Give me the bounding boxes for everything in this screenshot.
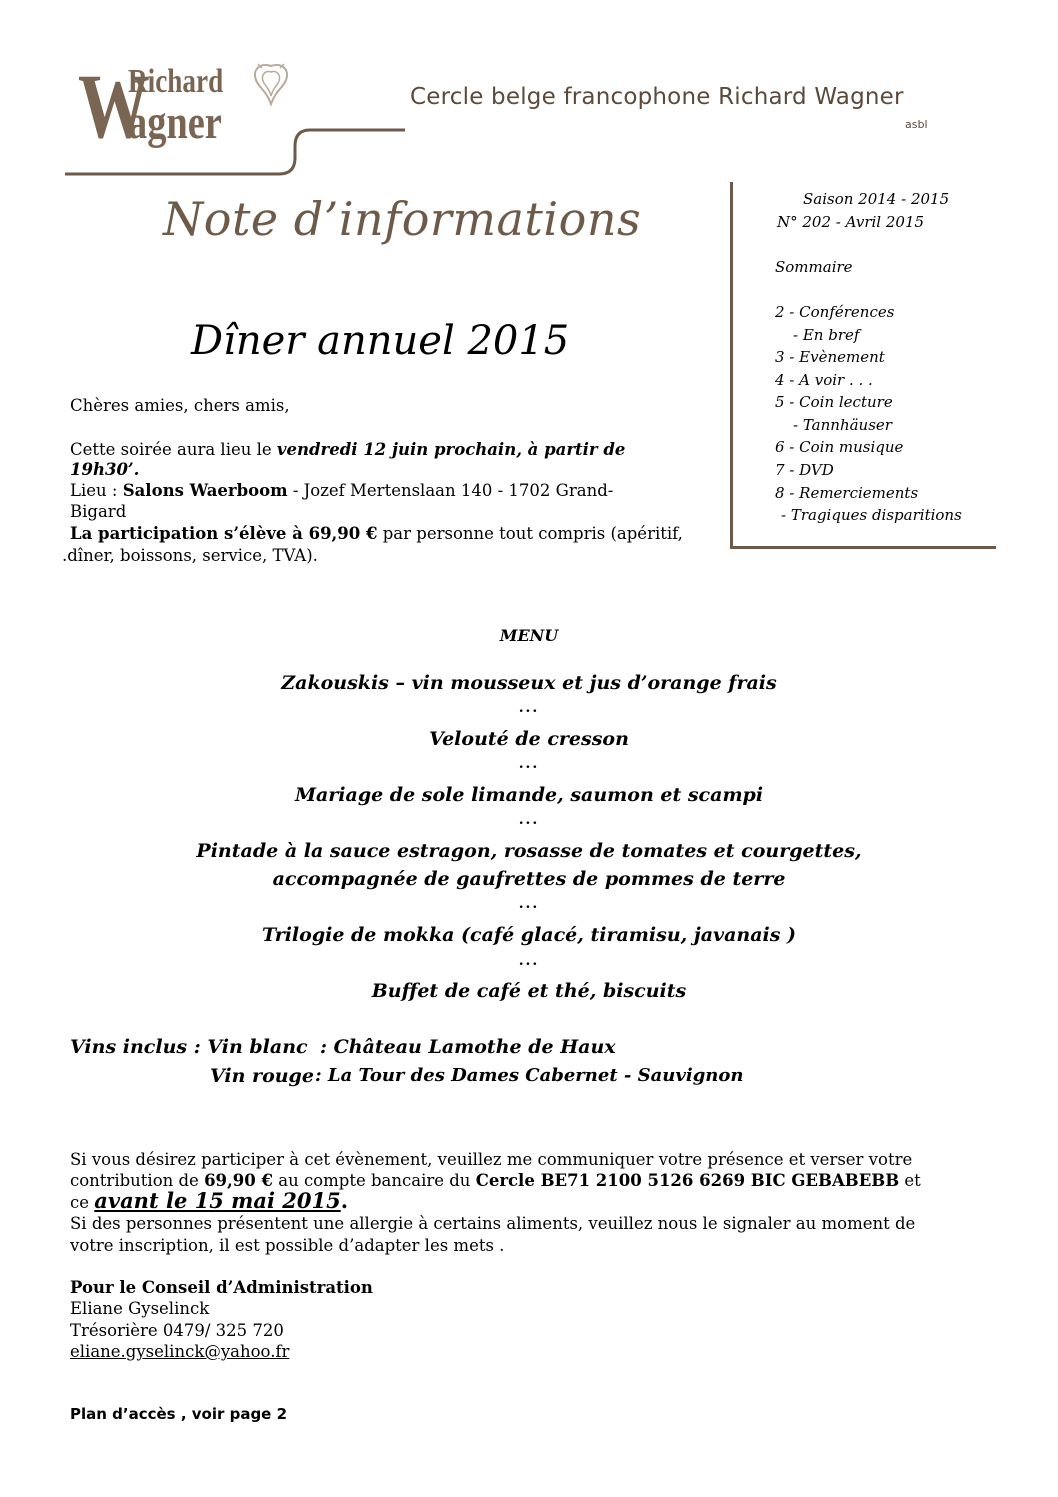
menu-separator: ... — [518, 756, 540, 772]
signature-org: Pour le Conseil d’Administration — [70, 1278, 373, 1297]
event-title: Dîner annuel 2015 — [191, 318, 570, 364]
contribution-amount: 69,90 € — [204, 1171, 273, 1190]
signature-phone: Trésorière 0479/ 325 720 — [70, 1321, 284, 1340]
summary-item: 3 - Evènement — [775, 348, 885, 366]
summary-item: 6 - Coin musique — [775, 438, 904, 456]
menu-item: accompagnée de gaufrettes de pommes de terre — [272, 868, 786, 890]
contribution-prefix: contribution de — [70, 1171, 205, 1190]
venue-city: Bigard — [70, 502, 127, 521]
menu-item: Velouté de cresson — [429, 728, 629, 750]
menu-title: MENU — [499, 626, 559, 645]
wine-white: : Château Lamothe de Haux — [320, 1036, 616, 1058]
summary-item: 4 - A voir . . . — [775, 371, 873, 389]
season: Saison 2014 - 2015 — [803, 190, 950, 208]
event-time: 19h30’. — [70, 460, 140, 479]
menu-separator: ... — [518, 812, 540, 828]
price-details: par personne tout compris (apéritif, — [377, 524, 683, 543]
summary-box — [730, 182, 996, 549]
summary-item: - En bref — [793, 326, 860, 344]
price: La participation s’élève à 69,90 € — [70, 524, 378, 543]
menu-item: Zakouskis – vin mousseux et jus d’orange frais — [281, 672, 777, 694]
issue-number: N° 202 - Avril 2015 — [777, 213, 925, 231]
menu-separator: ... — [518, 700, 540, 716]
header-rule — [65, 118, 405, 178]
event-date-prefix: Cette soirée aura lieu le — [70, 440, 277, 459]
venue-name: Salons Waerboom — [122, 481, 288, 500]
org-asbl: asbl — [905, 118, 928, 131]
price-details-end: dîner, boissons, service, TVA). — [67, 546, 318, 565]
allergy-line-cont: votre inscription, il est possible d’adapter les mets . — [70, 1236, 505, 1255]
logo-agner: agner — [128, 96, 222, 149]
summary-item: - Tragiques disparitions — [781, 506, 962, 524]
deadline-prefix: ce — [70, 1193, 95, 1212]
bank-account: Cercle BE71 2100 5126 6269 BIC GEBABEBB — [475, 1171, 900, 1190]
signup-line: Si vous désirez participer à cet évènement, veuillez me communiquer votre présence et verser votre — [70, 1150, 913, 1169]
menu-item: Buffet de café et thé, biscuits — [371, 980, 687, 1002]
price-line — [70, 524, 683, 543]
deadline-date: avant le 15 mai 2015 — [94, 1188, 341, 1213]
price-details-cont — [62, 546, 318, 565]
summary-item: 7 - DVD — [775, 461, 834, 479]
summary-item: - Tannhäuser — [793, 416, 892, 434]
page-title: Note d’informations — [163, 192, 642, 246]
signature-name: Eliane Gyselinck — [70, 1299, 210, 1318]
menu-item: Mariage de sole limande, saumon et scampi — [294, 784, 764, 806]
bank-suffix: et — [899, 1171, 921, 1190]
venue-address: - Jozef Mertenslaan 140 - 1702 Grand- — [287, 481, 614, 500]
allergy-line: Si des personnes présentent une allergie à certains aliments, veuillez nous le signaler au moment de — [70, 1214, 916, 1233]
event-date: vendredi 12 juin prochain, à partir de — [276, 440, 626, 459]
event-location — [70, 481, 613, 500]
menu-item: Pintade à la sauce estragon, rosasse de tomates et courgettes, — [196, 840, 862, 862]
deadline-line — [70, 1188, 348, 1213]
logo-emblem-icon — [248, 60, 294, 112]
logo-richard: Richard — [128, 63, 224, 100]
summary-item: 8 - Remerciements — [775, 484, 919, 502]
summary-heading: Sommaire — [775, 258, 853, 276]
org-name: Cercle belge francophone Richard Wagner — [410, 84, 904, 110]
wine-red-label: Vin rouge — [210, 1065, 314, 1087]
deadline-period: . — [340, 1188, 349, 1213]
event-date-line — [70, 440, 625, 459]
email-link[interactable]: eliane.gyselinck@yahoo.fr — [70, 1342, 290, 1361]
wine-red: : La Tour des Dames Cabernet - Sauvignon — [315, 1065, 744, 1086]
location-label: Lieu : — [70, 481, 123, 500]
access-plan-note: Plan d’accès , voir page 2 — [70, 1405, 288, 1423]
menu-item: Trilogie de mokka (café glacé, tiramisu, javanais ) — [261, 924, 797, 946]
logo-w: W — [78, 55, 150, 157]
stray-dot: . — [62, 546, 68, 565]
menu-separator: ... — [518, 896, 540, 912]
summary-item: 2 - Conférences — [775, 303, 895, 321]
wine-white-label: Vins inclus : Vin blanc — [70, 1036, 308, 1058]
summary-item: 5 - Coin lecture — [775, 393, 893, 411]
greeting: Chères amies, chers amis, — [70, 396, 290, 415]
menu-separator: ... — [518, 953, 540, 969]
bank-prefix: au compte bancaire du — [272, 1171, 476, 1190]
